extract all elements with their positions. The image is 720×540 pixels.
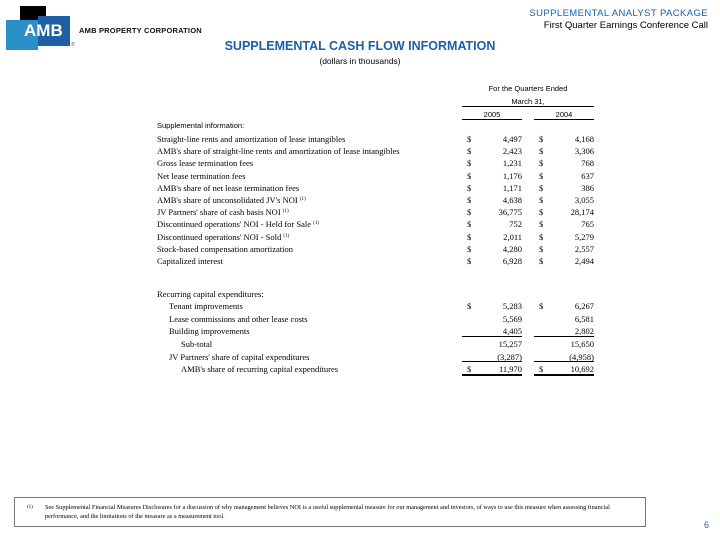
section-header-supplemental: Supplemental information: [157, 121, 245, 130]
currency-symbol: $ [539, 182, 544, 193]
value-2004: 2,802 [574, 326, 594, 336]
value-2005: 5,283 [502, 301, 522, 311]
value-2005: 1,176 [502, 170, 522, 181]
total-double-rule [462, 374, 522, 376]
row-label: Straight-line rents and amortization of lease intangibles [157, 134, 346, 144]
table-row [157, 256, 223, 266]
table-row [157, 171, 246, 181]
value-2004: 637 [581, 170, 594, 181]
value-2005: 5,569 [502, 314, 522, 324]
table-row: Building improvements [169, 326, 250, 336]
value-2005: 11,970 [498, 364, 522, 374]
currency-symbol: $ [539, 207, 544, 218]
currency-symbol: $ [467, 207, 472, 218]
subtotal-rule [534, 336, 594, 337]
currency-symbol: $ [467, 219, 472, 230]
value-2004: 15,650 [570, 339, 594, 349]
currency-symbol: $ [467, 146, 472, 157]
currency-symbol: $ [539, 170, 544, 181]
currency-symbol: $ [467, 170, 472, 181]
value-2005: 1,171 [502, 182, 522, 193]
currency-symbol: $ [539, 231, 544, 242]
value-2004: (4,958) [569, 352, 594, 362]
value-2005: 6,928 [502, 256, 522, 266]
table-row [157, 158, 253, 168]
table-row: Sub-total [181, 339, 213, 349]
company-name: AMB PROPERTY CORPORATION [79, 26, 202, 35]
column-header-2004: 2004 [555, 110, 573, 119]
value-2005: 36,775 [498, 207, 522, 218]
table-row: Tenant improvements [169, 301, 243, 311]
value-2004: 28,174 [570, 207, 594, 218]
table-row: Lease commissions and other lease costs [169, 314, 308, 324]
table-row: AMB's share of recurring capital expenditures [181, 364, 339, 374]
logo-text: AMB [24, 21, 63, 40]
footnote-reference: (1) [282, 209, 289, 215]
currency-symbol: $ [467, 231, 472, 242]
footnote-text: See Supplemental Financial Measures Disclosures for a discussion of why management believes NOI is a useful supplemental measure for our management and investors, of ways to use this measure when assessing financial performance, and the limitations of the measure as a measurement tool. [45, 504, 610, 520]
value-2004: 3,306 [574, 146, 594, 157]
package-subtitle: First Quarter Earnings Conference Call [543, 20, 708, 31]
table-row [157, 195, 306, 205]
value-2004: 765 [581, 219, 594, 230]
currency-symbol: $ [539, 195, 544, 205]
row-label: Gross lease termination fees [157, 158, 254, 169]
table-row [157, 232, 289, 242]
table-row [157, 183, 299, 193]
table-row [157, 219, 319, 229]
header-rule [462, 106, 594, 107]
currency-symbol: $ [467, 182, 472, 193]
value-2005: 4,280 [502, 243, 522, 254]
footnote-reference: (1) [299, 197, 306, 202]
value-2004: 6,581 [574, 314, 594, 324]
value-2005: 4,405 [502, 326, 522, 336]
package-title: SUPPLEMENTAL ANALYST PACKAGE [529, 8, 708, 19]
page-number: 6 [704, 520, 710, 530]
currency-symbol: $ [467, 364, 472, 374]
row-label: Stock-based compensation amortization [157, 243, 293, 254]
currency-symbol: $ [467, 158, 472, 169]
value-2005: (3,287) [497, 352, 522, 362]
currency-symbol: $ [539, 243, 544, 254]
footnote-marker: (1) [27, 505, 33, 510]
table-row [157, 207, 289, 217]
page-subtitle: (dollars in thousands) [319, 56, 401, 66]
row-label: AMB's share of unconsolidated JV's NOI [157, 195, 298, 205]
row-label: AMB's share of net lease termination fees [157, 182, 300, 193]
period-header: For the Quarters Ended [488, 84, 568, 93]
currency-symbol: $ [467, 301, 472, 311]
subtotal-rule [462, 361, 522, 362]
value-2004: 3,055 [574, 195, 594, 205]
subtotal-rule [462, 336, 522, 337]
value-2005: 752 [509, 219, 522, 230]
column-rule-2004 [534, 119, 594, 120]
value-2004: 5,279 [574, 231, 594, 242]
value-2005: 2,423 [502, 146, 522, 157]
footnote-reference: (1) [313, 221, 319, 227]
currency-symbol: $ [539, 158, 544, 169]
value-2005: 4,638 [502, 195, 522, 205]
value-2004: 6,267 [574, 301, 594, 311]
value-2004: 386 [581, 182, 594, 193]
row-label: Net lease termination fees [157, 170, 246, 181]
table-row [157, 134, 345, 144]
currency-symbol: $ [539, 219, 544, 230]
value-2004: 2,557 [574, 243, 594, 254]
package-header [529, 8, 708, 31]
page-title: SUPPLEMENTAL CASH FLOW INFORMATION [224, 39, 496, 53]
currency-symbol: $ [467, 256, 472, 266]
value-2005: 15,257 [498, 339, 522, 349]
period-date: March 31, [511, 97, 545, 106]
table-row: JV Partners' share of capital expenditures [169, 352, 310, 362]
currency-symbol: $ [539, 134, 544, 144]
row-label: AMB's share of straight-line rents and amortization of lease intangibles [157, 146, 400, 157]
registered-mark-icon: ® [71, 42, 75, 48]
value-2004: 4,168 [574, 134, 594, 144]
row-label: JV Partners' share of cash basis NOI [157, 207, 281, 218]
footnote-box [14, 497, 646, 527]
currency-symbol: $ [467, 195, 472, 205]
value-2005: 4,497 [502, 134, 522, 144]
column-header-2005: 2005 [483, 110, 501, 119]
currency-symbol: $ [539, 146, 544, 157]
total-double-rule [534, 374, 594, 376]
value-2004: 10,692 [570, 364, 594, 374]
value-2004: 2,494 [574, 256, 594, 266]
currency-symbol: $ [467, 134, 472, 144]
currency-symbol: $ [539, 301, 544, 311]
footnote-reference: (1) [283, 233, 290, 239]
value-2004: 768 [581, 158, 594, 169]
row-label: Discontinued operations' NOI - Sold [157, 231, 282, 242]
row-label: Discontinued operations' NOI - Held for Sale [157, 219, 312, 230]
value-2005: 2,011 [503, 231, 522, 242]
table-row [157, 146, 400, 156]
section-header-capex: Recurring capital expenditures: [157, 289, 264, 299]
row-label: Capitalized interest [157, 256, 223, 266]
currency-symbol: $ [539, 364, 544, 374]
subtotal-rule [534, 361, 594, 362]
table-row [157, 244, 293, 254]
currency-symbol: $ [539, 256, 544, 266]
currency-symbol: $ [467, 243, 472, 254]
column-rule-2005 [462, 119, 522, 120]
value-2005: 1,231 [502, 158, 522, 169]
